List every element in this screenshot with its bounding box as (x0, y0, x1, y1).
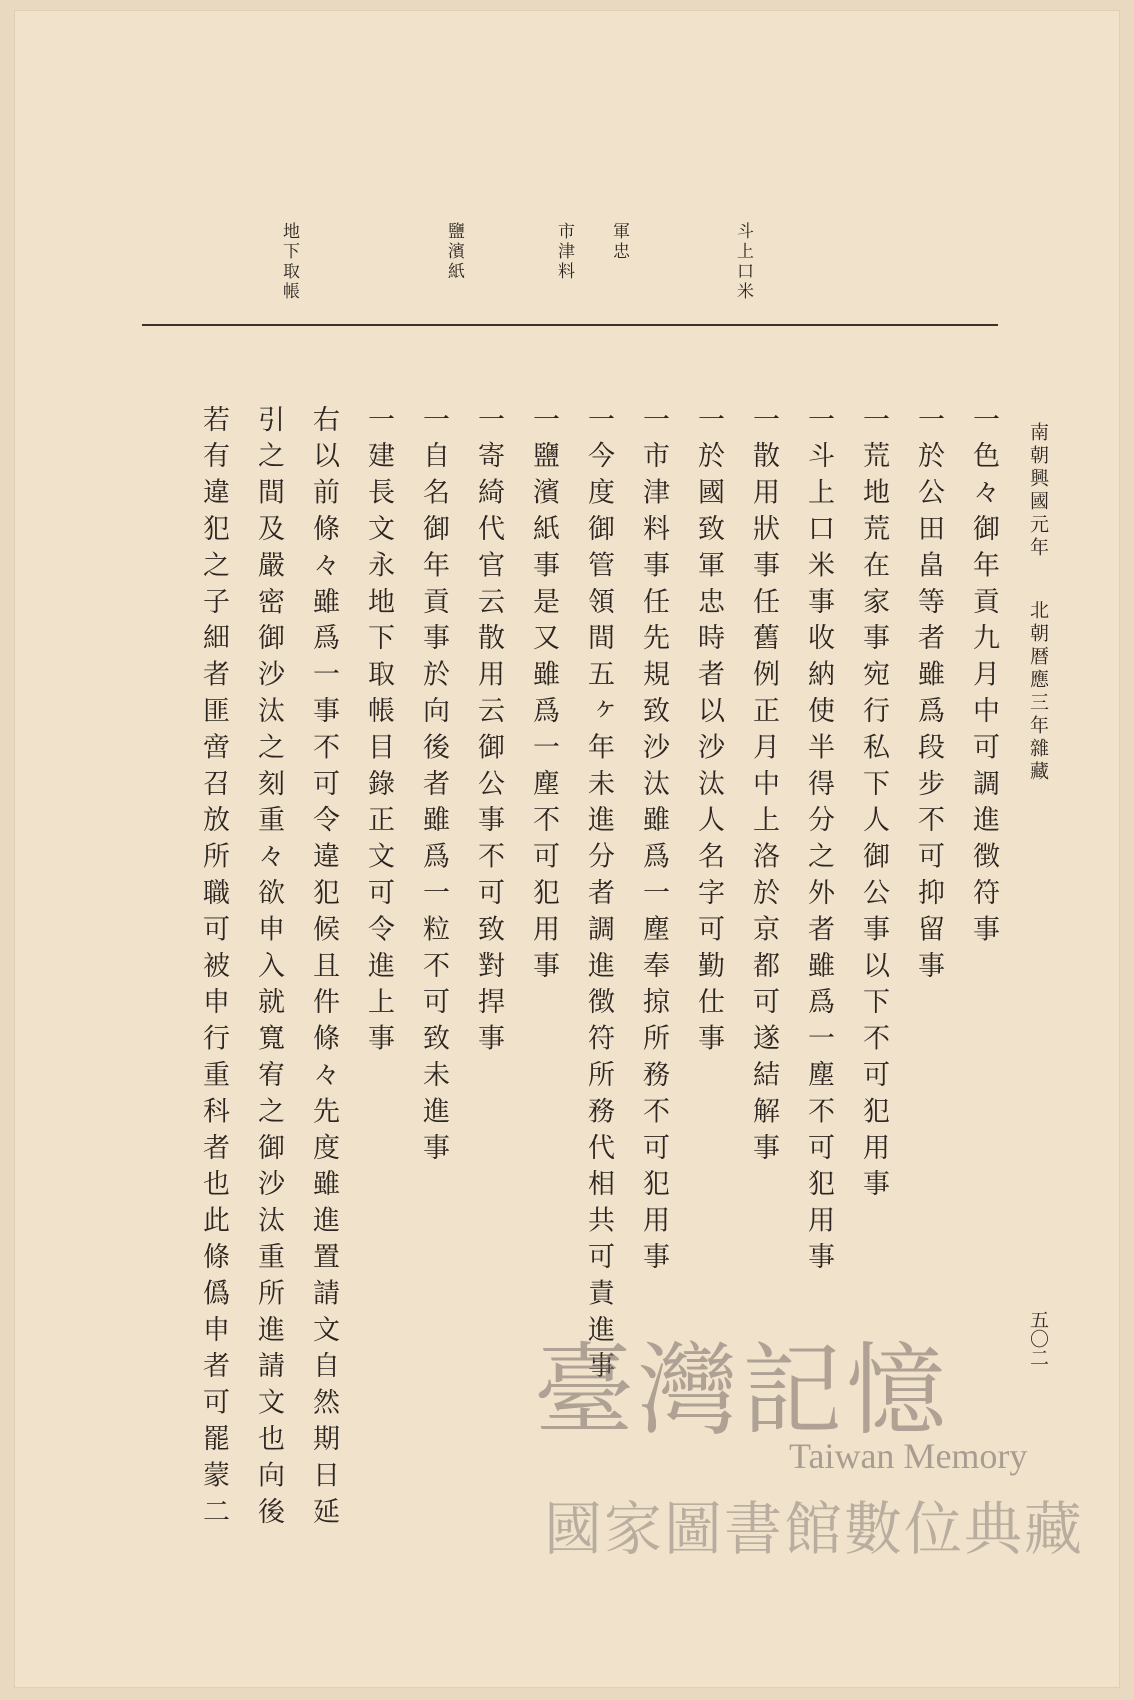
marginal-note: 斗上口米 (733, 222, 753, 302)
marginal-note: 鹽濱紙 (444, 222, 464, 282)
watermark (534, 1310, 1085, 1590)
text-line: 右以前條々雖爲一事不可令違犯候且件條々先度雖進置請文自然期日延 (308, 405, 339, 1534)
text-line: 一散用狀事任舊例正月中上洛於京都可遂結解事 (748, 405, 779, 1170)
text-line: 一自名御年貢事於向後者雖爲一粒不可致未進事 (418, 405, 449, 1170)
marginal-note: 地下取帳 (279, 222, 299, 302)
text-line: 一市津料事任先規致沙汰雖爲一塵奉掠所務不可犯用事 (638, 405, 669, 1279)
text-line: 一荒地荒在家事宛行私下人御公事以下不可犯用事 (858, 405, 889, 1206)
running-header-era-south: 南朝興國元年 (1027, 422, 1049, 560)
watermark-title: 臺灣記憶 (534, 1332, 950, 1449)
marginal-note: 市津料 (554, 222, 574, 282)
text-line: 一於公田畠等者雖爲段步不可抑留事 (913, 405, 944, 988)
watermark-english: Taiwan Memory (789, 1436, 1028, 1476)
text-line: 一鹽濱紙事是又雖爲一塵不可犯用事 (528, 405, 559, 988)
document-page (14, 10, 1120, 1688)
text-line: 一寄綺代官云散用云御公事不可致對捍事 (473, 405, 504, 1061)
marginal-note: 軍忠 (609, 222, 629, 262)
text-line: 引之間及嚴密御沙汰之刻重々欲申入就寬宥之御沙汰重所進請文也向後 (253, 405, 284, 1534)
page-number: 五〇二 (1027, 1310, 1049, 1367)
text-line: 一今度御管領間五ヶ年未進分者調進徴符所務代相共可責進事 (583, 405, 614, 1388)
text-line: 若有違犯之子細者匪啻召放所職可被申行重科者也此條僞申者可罷蒙二 (198, 405, 229, 1534)
text-line: 一於國致軍忠時者以沙汰人名字可勤仕事 (693, 405, 724, 1061)
running-header-era-north: 北朝暦應三年雜藏 (1027, 600, 1049, 784)
section-divider (142, 324, 998, 326)
watermark-library: 國家圖書館數位典藏 (544, 1495, 1085, 1563)
text-line: 一斗上口米事收納使半得分之外者雖爲一塵不可犯用事 (803, 405, 834, 1279)
text-line: 一建長文永地下取帳目錄正文可令進上事 (363, 405, 394, 1061)
text-line: 一色々御年貢九月中可調進徴符事 (968, 405, 999, 951)
